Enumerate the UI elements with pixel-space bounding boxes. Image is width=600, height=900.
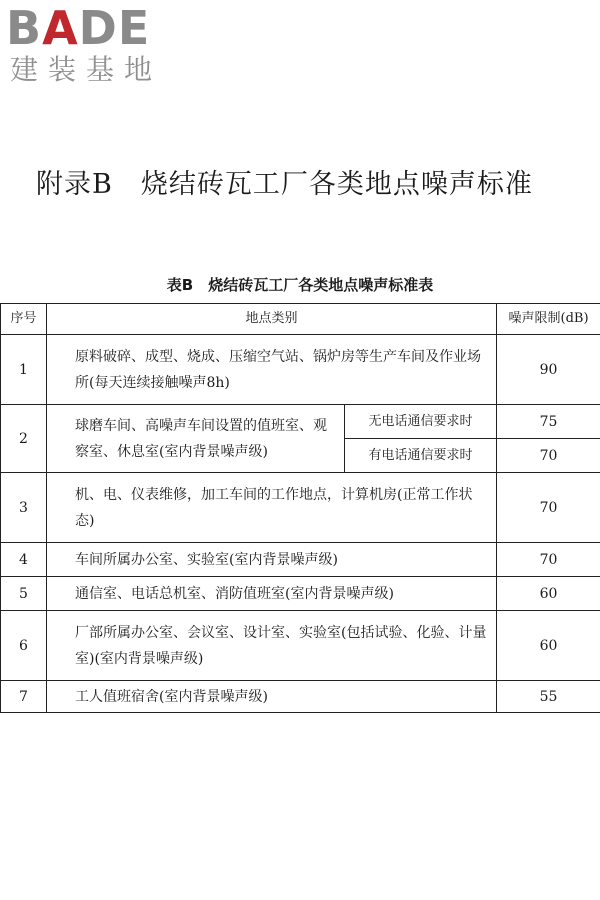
header-no: 序号 <box>1 304 47 335</box>
row-no: 1 <box>1 335 47 405</box>
row-location: 车间所属办公室、实验室(室内背景噪声级) <box>47 543 497 577</box>
logo <box>6 1 176 88</box>
row-no: 2 <box>1 405 47 473</box>
noise-standard-table <box>0 303 600 713</box>
row-location: 机、电、仪表维修，加工车间的工作地点，计算机房(正常工作状态) <box>47 473 497 543</box>
table-caption: 表B 烧结砖瓦工厂各类地点噪声标准表 <box>166 276 434 294</box>
row-value: 70 <box>497 473 600 543</box>
row-location: 原料破碎、成型、烧成、压缩空气站、锅炉房等生产车间及作业场所(每天连续接触噪声8h) <box>47 335 497 405</box>
table-row <box>1 335 600 405</box>
row-condition: 无电话通信要求时 <box>345 405 497 439</box>
row-no: 5 <box>1 577 47 611</box>
logo-wordmark: BADE <box>6 1 151 55</box>
row-value: 90 <box>497 335 600 405</box>
table-row <box>1 543 600 577</box>
row-no: 3 <box>1 473 47 543</box>
table-row <box>1 611 600 681</box>
row-location: 厂部所属办公室、会议室、设计室、实验室(包括试验、化验、计量室)(室内背景噪声级) <box>47 611 497 681</box>
row-condition: 有电话通信要求时 <box>345 439 497 473</box>
table-row <box>1 681 600 713</box>
row-location: 通信室、电话总机室、消防值班室(室内背景噪声级) <box>47 577 497 611</box>
logo-subtitle: 建装基地 <box>10 53 163 86</box>
header-location: 地点类别 <box>47 304 497 335</box>
row-value: 55 <box>497 681 600 713</box>
row-location: 球磨车间、高噪声车间设置的值班室、观察室、休息室(室内背景噪声级) <box>47 405 345 473</box>
row-value: 70 <box>497 439 600 473</box>
row-value: 70 <box>497 543 600 577</box>
row-value: 60 <box>497 577 600 611</box>
table-header-row <box>1 304 600 335</box>
row-no: 7 <box>1 681 47 713</box>
row-value: 60 <box>497 611 600 681</box>
table-row <box>1 577 600 611</box>
table-row <box>1 473 600 543</box>
appendix-title: 附录B 烧结砖瓦工厂各类地点噪声标准 <box>36 169 533 200</box>
table-row <box>1 405 600 439</box>
row-no: 4 <box>1 543 47 577</box>
logo-accent-letter: A <box>42 1 79 55</box>
row-location: 工人值班宿舍(室内背景噪声级) <box>47 681 497 713</box>
row-no: 6 <box>1 611 47 681</box>
header-limit: 噪声限制(dB) <box>497 304 600 335</box>
row-value: 75 <box>497 405 600 439</box>
